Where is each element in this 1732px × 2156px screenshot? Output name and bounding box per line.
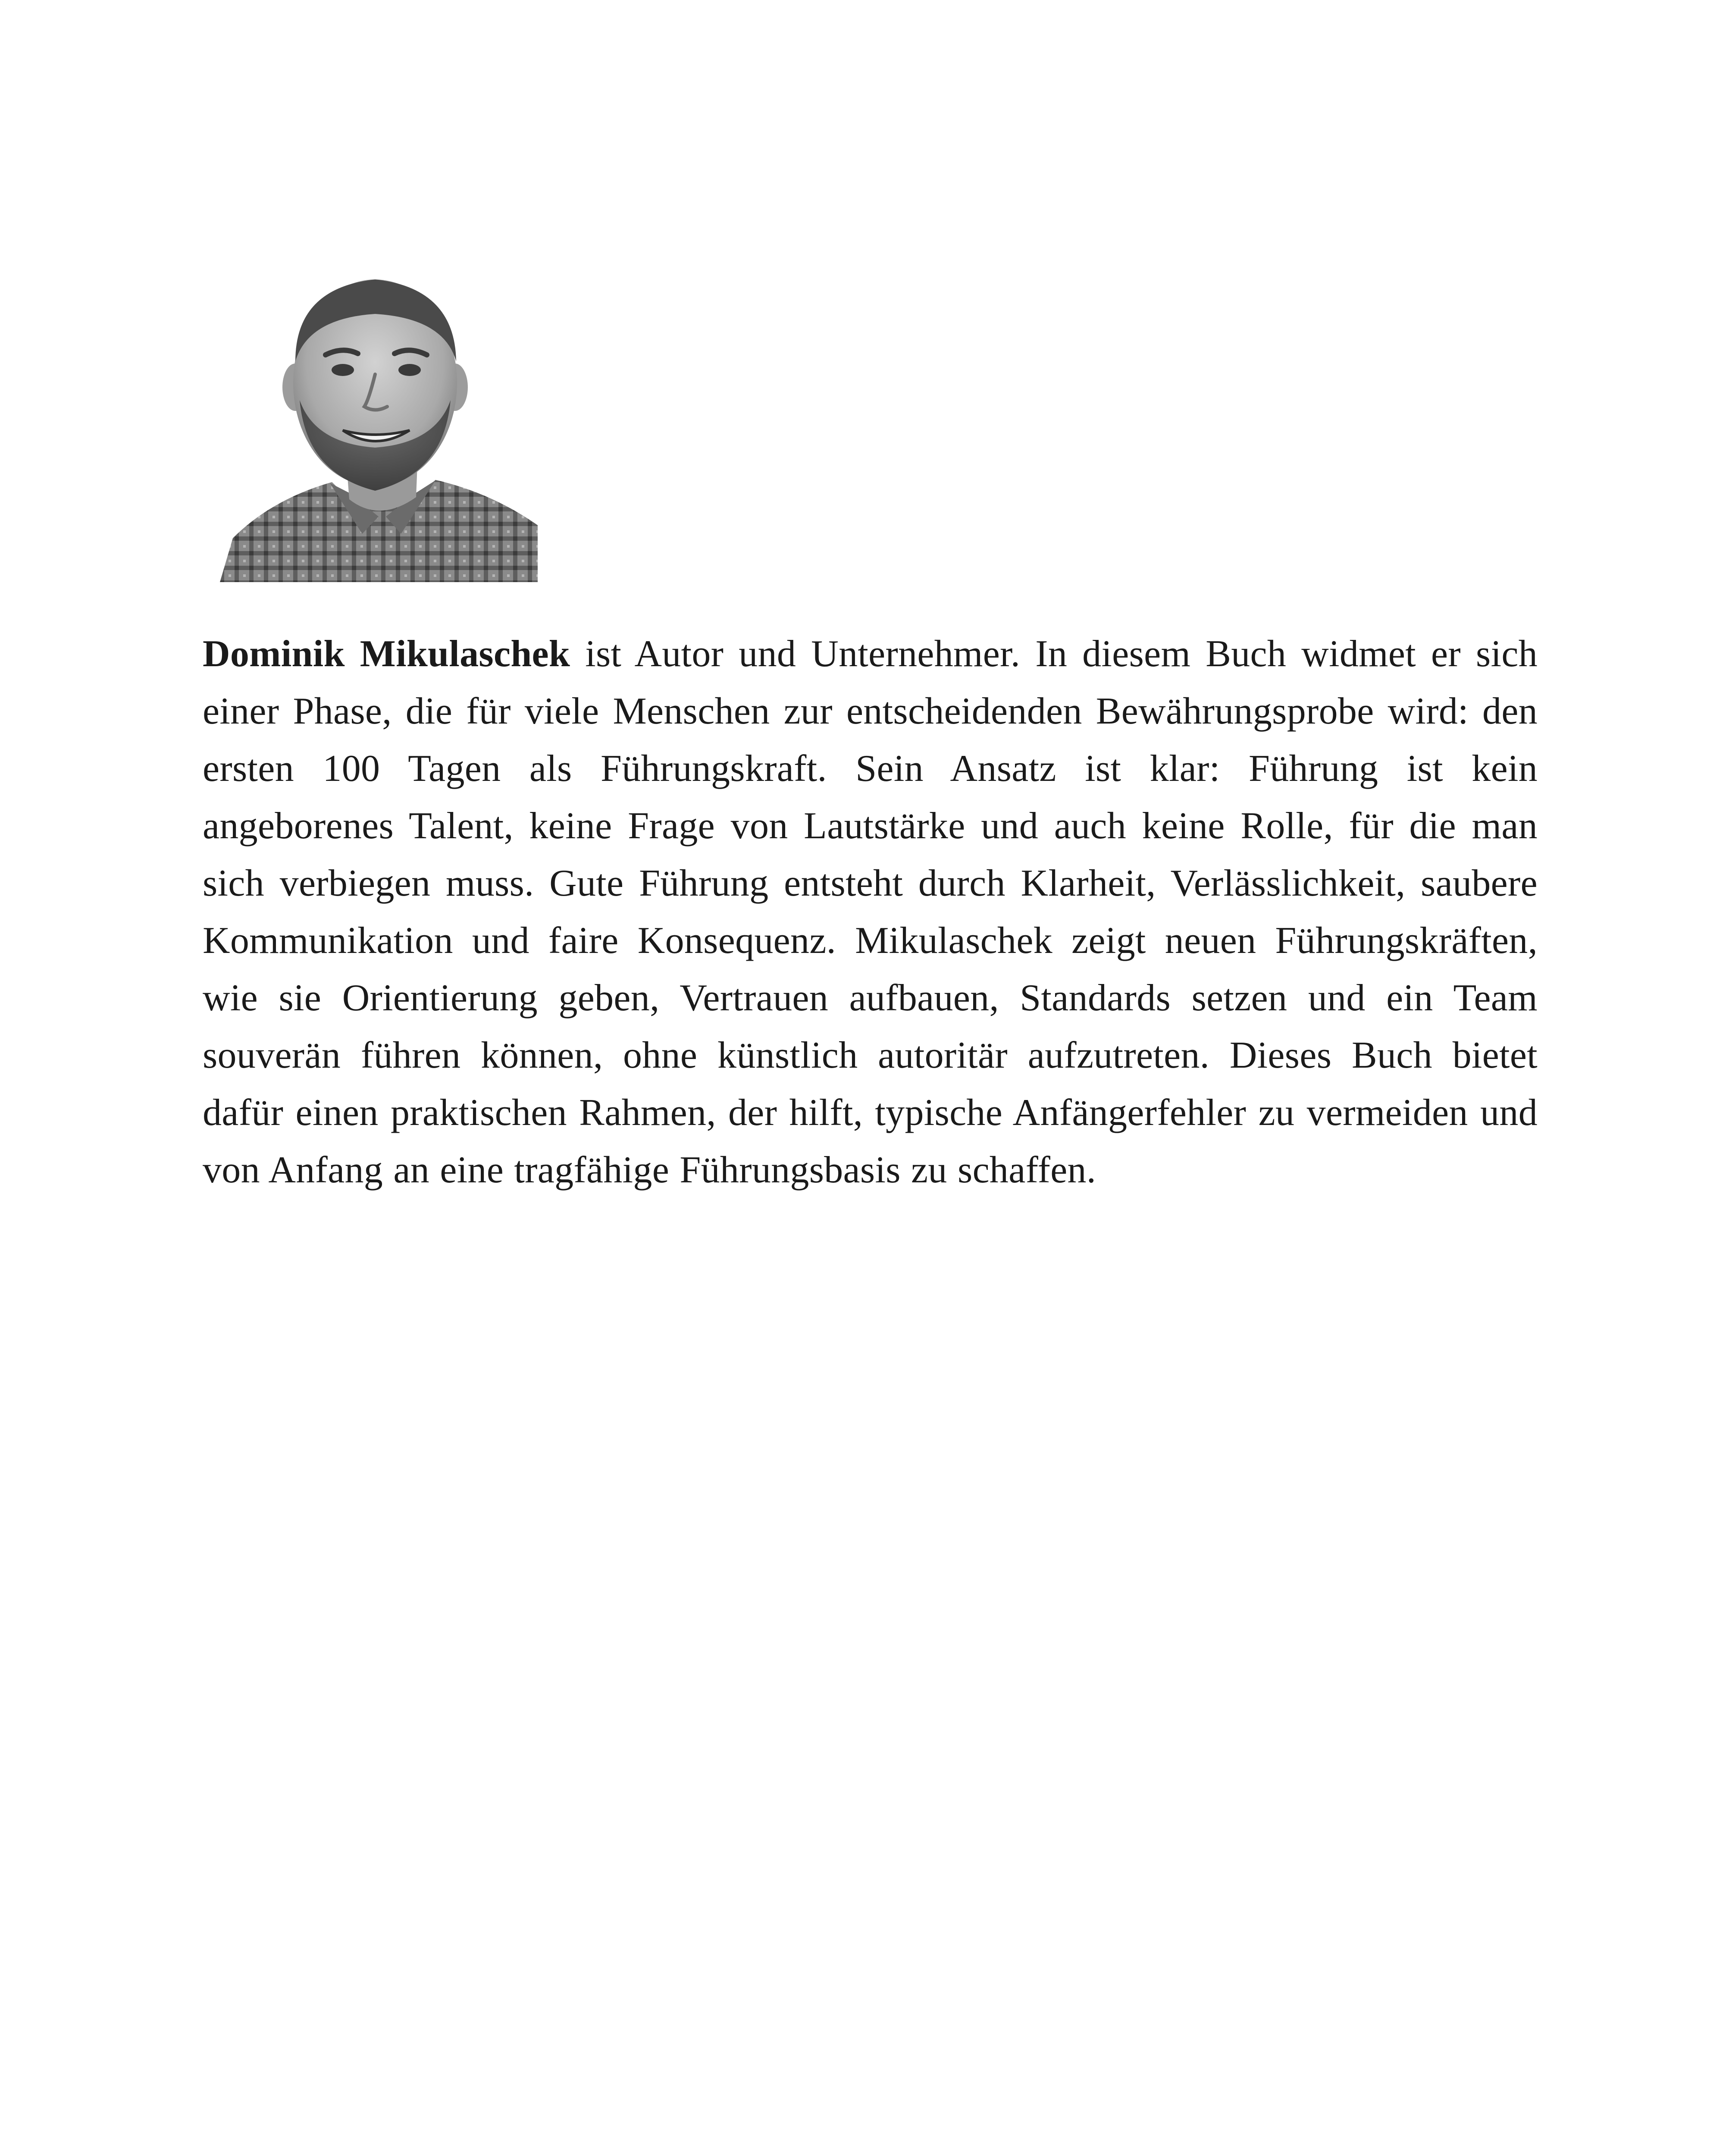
author-bio xyxy=(203,625,1538,1199)
author-bio-text: ist Autor und Unternehmer. In diesem Buch widmet er sich einer Phase, die für viele Menschen zur entscheidenden Bewährungsprobe wird: den ersten 100 Tagen als Führungskraft. Sein Ansatz ist klar: Führung ist kein angeborenes Talent, keine Frage von Lautstärke und auch keine Rolle, für die man sich verbiegen muss. Gute Führung entsteht durch Klarheit, Verlässlichkeit, saubere Kommunikation und faire Konsequenz. Mikulaschek zeigt neuen Führungskräften, wie sie Orientierung geben, Vertrauen aufbauen, Standards setzen und ein Team souverän führen können, ohne künstlich autoritär aufzutreten. Dieses Buch bietet dafür einen praktischen Rahmen, der hilft, typische Anfängerfehler zu vermeiden und von Anfang an eine tragfähige Führungsbasis zu schaffen. xyxy=(203,633,1538,1191)
author-photo xyxy=(220,258,538,582)
portrait-icon xyxy=(220,258,538,582)
author-name: Dominik Mikulaschek xyxy=(203,633,570,675)
